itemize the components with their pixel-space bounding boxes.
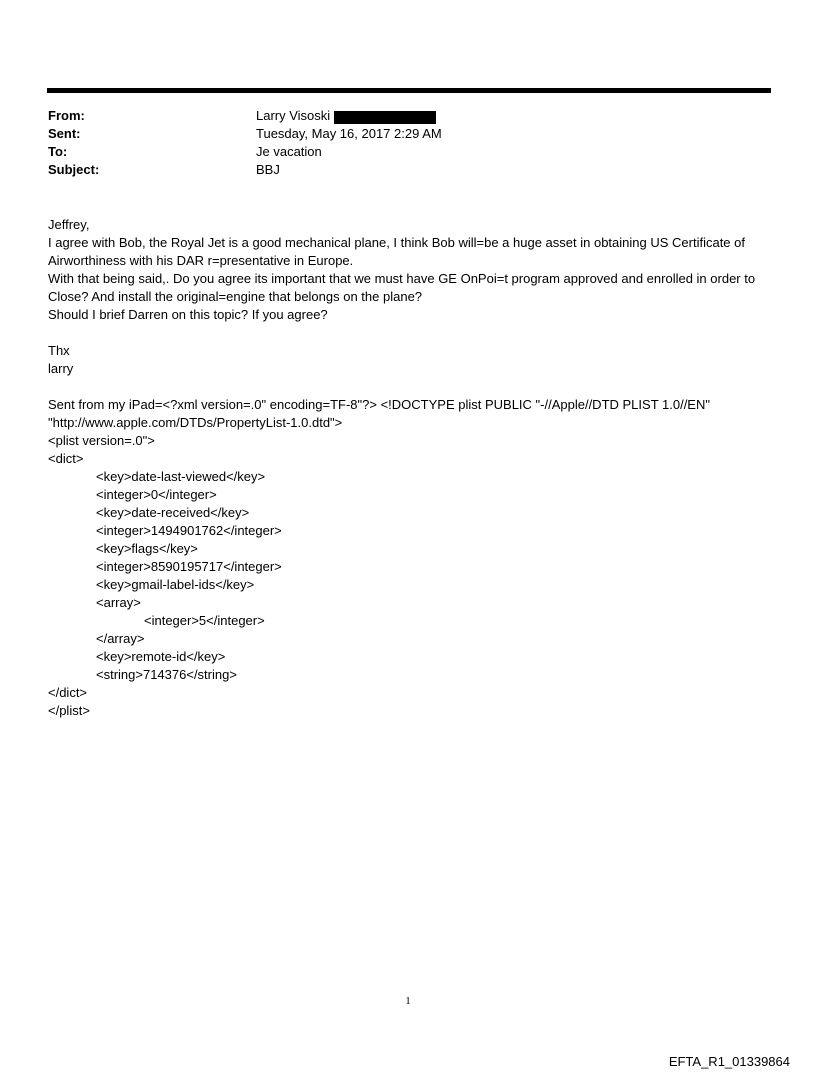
xml-line: <integer>5</integer> <box>144 613 265 628</box>
sent-value: Tuesday, May 16, 2017 2:29 AM <box>256 126 442 141</box>
paragraph-1: I agree with Bob, the Royal Jet is a good mechanical plane, I think Bob will=be a huge asset in obtaining US Certificate of Airworthiness with his DAR r=presentative in Europe. <box>48 235 745 268</box>
sent-from-line: Sent from my iPad=<?xml version=.0" encoding=TF-8"?> <!DOCTYPE plist PUBLIC "-//Apple//DTD PLIST 1.0//EN" "http://www.apple.com/DTDs/PropertyList-1.0.dtd"> <box>48 397 710 430</box>
top-divider <box>47 88 771 93</box>
subject-value: BBJ <box>256 162 280 177</box>
sent-label: Sent: <box>48 126 81 141</box>
subject-label: Subject: <box>48 162 100 177</box>
from-row <box>48 107 442 125</box>
xml-line: <key>flags</key> <box>96 541 198 556</box>
closing: Thx <box>48 343 70 358</box>
from-label: From: <box>48 108 85 123</box>
redaction-block <box>334 111 436 124</box>
paragraph-2: With that being said,. Do you agree its important that we must have GE OnPoi=t program approved and enrolled in order to Close? And install the original=engine that belongs on the plane? <box>48 271 756 304</box>
xml-line: <key>date-last-viewed</key> <box>96 469 266 484</box>
xml-line: <key>gmail-label-ids</key> <box>96 577 255 592</box>
spacer <box>48 378 778 396</box>
xml-line: </array> <box>96 631 145 646</box>
to-row <box>48 143 442 161</box>
from-value: Larry Visoski <box>256 108 331 123</box>
email-header <box>48 107 442 179</box>
greeting: Jeffrey, <box>48 217 90 232</box>
xml-line: <key>remote-id</key> <box>96 649 226 664</box>
xml-line: <dict> <box>48 451 84 466</box>
to-value: Je vacation <box>256 144 322 159</box>
xml-line: <integer>0</integer> <box>96 487 217 502</box>
xml-line: <string>714376</string> <box>96 667 237 682</box>
xml-line: <integer>1494901762</integer> <box>96 523 282 538</box>
email-body <box>48 216 778 720</box>
sent-row <box>48 125 442 143</box>
from-value-wrap <box>256 107 436 125</box>
paragraph-3: Should I brief Darren on this topic? If you agree? <box>48 307 328 322</box>
xml-line: </plist> <box>48 703 90 718</box>
xml-line: <plist version=.0"> <box>48 433 155 448</box>
signature: larry <box>48 361 74 376</box>
xml-line: <array> <box>96 595 141 610</box>
xml-line: </dict> <box>48 685 88 700</box>
document-id: EFTA_R1_01339864 <box>668 1054 790 1069</box>
spacer <box>48 324 778 342</box>
to-label: To: <box>48 144 68 159</box>
subject-row <box>48 161 442 179</box>
xml-line: <integer>8590195717</integer> <box>96 559 282 574</box>
page-number: 1 <box>405 995 411 1007</box>
xml-line: <key>date-received</key> <box>96 505 250 520</box>
